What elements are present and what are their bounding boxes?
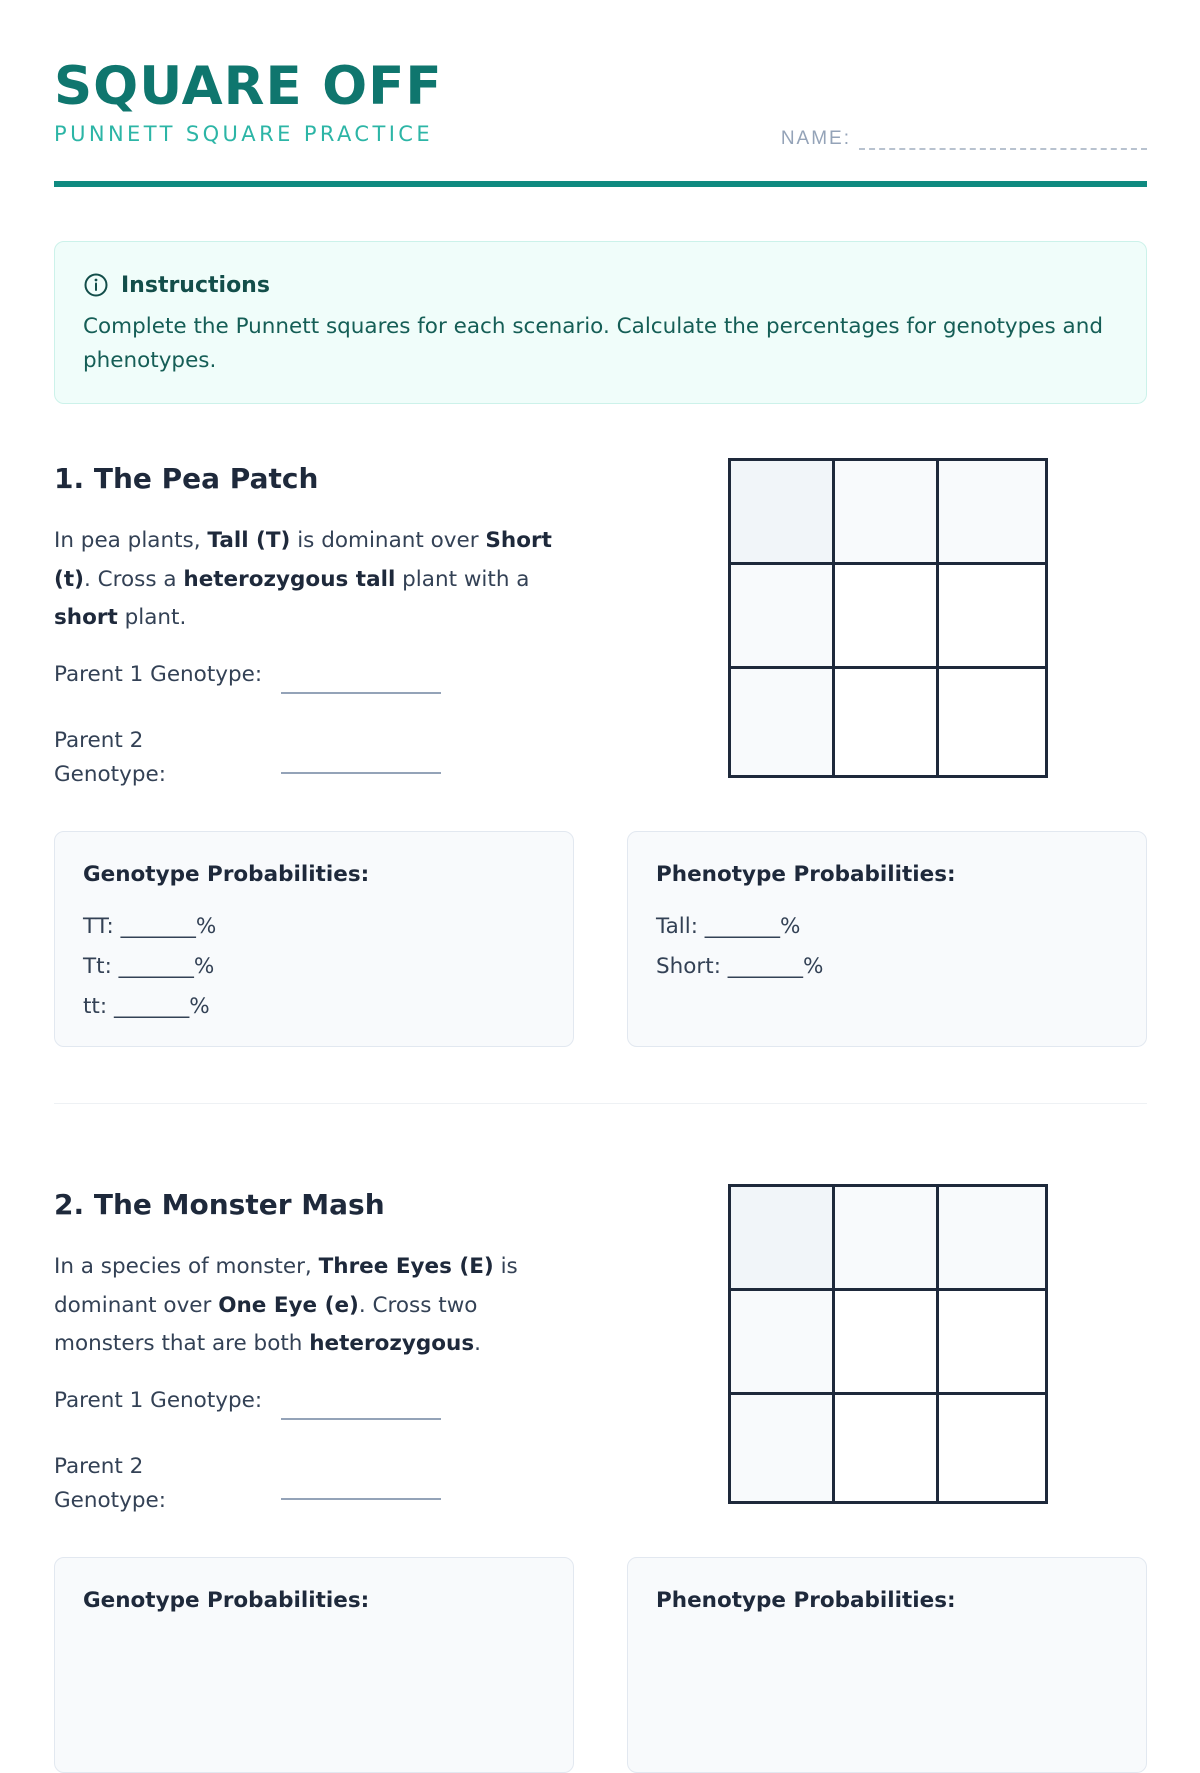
instructions-body: Complete the Punnett squares for each scenario. Calculate the percentages for genotypes and phenotypes. [83, 314, 1103, 373]
punnett-square [728, 1184, 1048, 1504]
parent-2-label: Parent 2 Genotype: [54, 1454, 166, 1513]
punnett-header-cell[interactable] [835, 461, 939, 565]
punnett-cell[interactable] [835, 669, 939, 775]
phenotype-probabilities-box [627, 1557, 1147, 1773]
genotype-probabilities-title: Genotype Probabilities: [83, 1588, 370, 1613]
description-text: is dominant over [290, 528, 486, 553]
punnett-header-cell[interactable] [731, 669, 835, 775]
punnett-corner-cell [731, 1187, 835, 1291]
punnett-header-cell[interactable] [731, 565, 835, 669]
name-blank-line[interactable] [859, 136, 1147, 150]
instructions-title: Instructions [121, 272, 270, 298]
phenotype-item[interactable]: Tall: _______% [656, 914, 801, 939]
section-description [54, 1248, 574, 1364]
punnett-cell[interactable] [939, 1291, 1045, 1395]
page-title: SQUARE OFF [54, 56, 443, 117]
parent-1-blank[interactable] [281, 1418, 441, 1420]
phenotype-item[interactable]: Short: _______% [656, 954, 824, 979]
genotype-item[interactable]: Tt: _______% [83, 954, 215, 979]
genotype-probabilities-box [54, 831, 574, 1047]
parent-2-row [54, 724, 454, 796]
description-text: In pea plants, [54, 528, 208, 553]
section-monster-mash [54, 1188, 1147, 1613]
punnett-cell[interactable] [939, 565, 1045, 669]
instructions-box [54, 241, 1147, 404]
description-emphasis: Tall (T) [207, 528, 291, 553]
section-title: 2. The Monster Mash [54, 1188, 385, 1221]
parent-1-label: Parent 1 Genotype: [54, 1388, 263, 1413]
parent-2-blank[interactable] [281, 772, 441, 774]
instructions-heading [83, 272, 270, 298]
punnett-cell[interactable] [939, 1395, 1045, 1501]
parent-1-row [54, 1384, 454, 1424]
parent-2-row [54, 1450, 454, 1522]
genotype-probabilities-box [54, 1557, 574, 1773]
parent-1-blank[interactable] [281, 692, 441, 694]
section-pea-patch [54, 462, 1147, 1052]
phenotype-probabilities-box [627, 831, 1147, 1047]
genotype-probabilities-title: Genotype Probabilities: [83, 862, 370, 887]
punnett-cell[interactable] [835, 1395, 939, 1501]
description-emphasis: heterozygous tall [183, 566, 396, 592]
section-title: 1. The Pea Patch [54, 462, 319, 495]
phenotype-probabilities-title: Phenotype Probabilities: [656, 1588, 956, 1613]
description-text: plant with a [395, 566, 530, 592]
phenotype-probabilities-title: Phenotype Probabilities: [656, 862, 956, 887]
description-text: In a species of monster, [54, 1254, 319, 1279]
section-divider [54, 1103, 1147, 1104]
parent-1-row [54, 658, 454, 698]
worksheet-header [54, 56, 1147, 188]
punnett-header-cell[interactable] [731, 1395, 835, 1501]
parent-2-blank[interactable] [281, 1498, 441, 1500]
section-description [54, 522, 574, 638]
punnett-header-cell[interactable] [835, 1187, 939, 1291]
punnett-header-cell[interactable] [731, 1291, 835, 1395]
description-text: . Cross two monsters that are both [54, 1292, 478, 1356]
description-text: plant. [117, 605, 187, 630]
punnett-header-cell[interactable] [939, 461, 1045, 565]
info-icon [83, 272, 109, 298]
description-emphasis: Short (t) [54, 528, 552, 592]
punnett-cell[interactable] [835, 1291, 939, 1395]
description-emphasis: Three Eyes (E) [318, 1254, 494, 1279]
page-subtitle: PUNNETT SQUARE PRACTICE [54, 122, 434, 146]
genotype-item[interactable]: tt: _______% [83, 994, 210, 1019]
punnett-cell[interactable] [835, 565, 939, 669]
name-field [781, 128, 1147, 150]
punnett-cell[interactable] [939, 669, 1045, 775]
description-emphasis: heterozygous [309, 1331, 475, 1356]
punnett-square [728, 458, 1048, 778]
description-text: . [474, 1331, 482, 1356]
description-text: is dominant over [54, 1254, 518, 1318]
description-emphasis: One Eye (e) [218, 1292, 359, 1318]
genotype-item[interactable]: TT: _______% [83, 914, 217, 939]
genotype-list [83, 907, 216, 1027]
punnett-corner-cell [731, 461, 835, 565]
phenotype-list [656, 907, 823, 987]
description-emphasis: short [54, 605, 118, 630]
header-rule [54, 181, 1147, 187]
description-text: . Cross a [83, 566, 184, 592]
punnett-header-cell[interactable] [939, 1187, 1045, 1291]
name-label: NAME: [780, 128, 851, 149]
parent-1-label: Parent 1 Genotype: [54, 662, 263, 687]
parent-2-label: Parent 2 Genotype: [54, 728, 166, 787]
